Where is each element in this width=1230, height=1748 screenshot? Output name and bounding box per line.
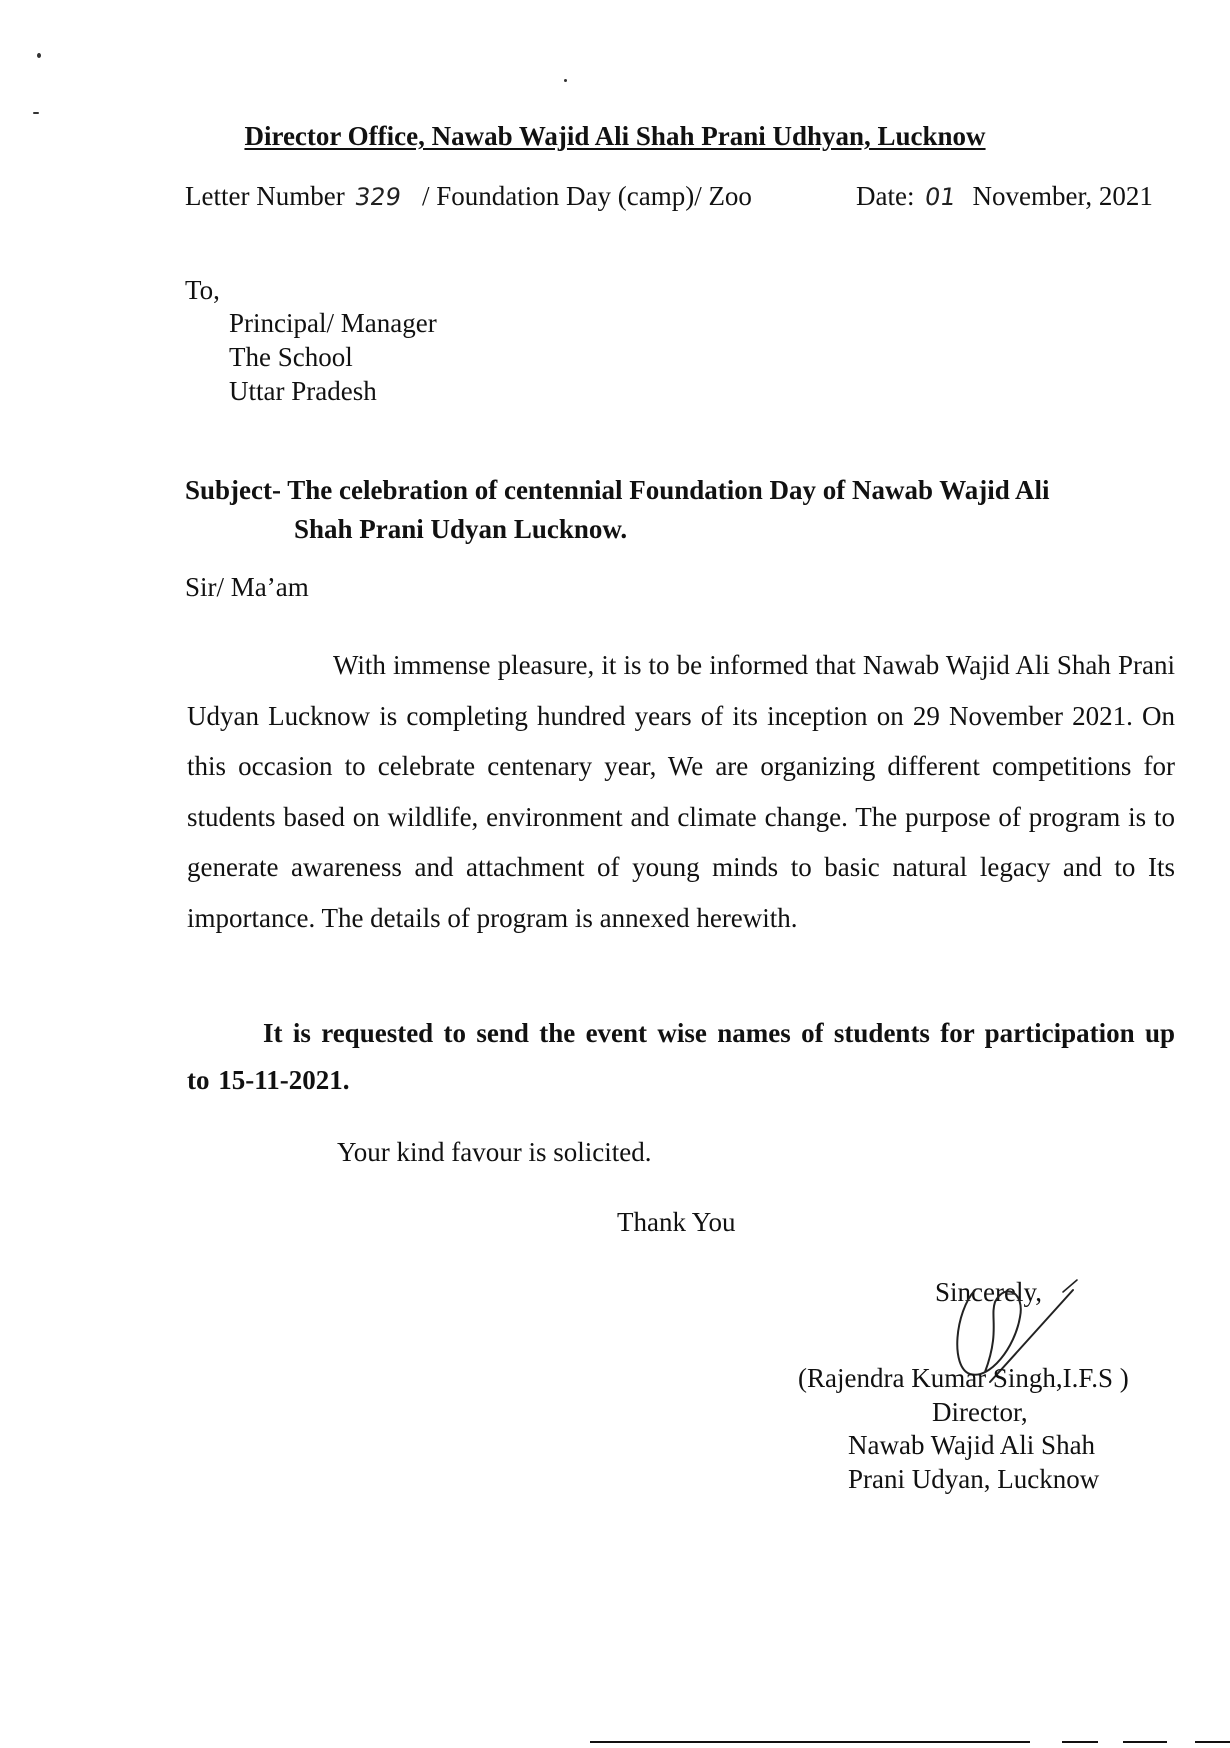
bottom-rule	[1123, 1741, 1167, 1743]
signatory-name: (Rajendra Kumar Singh,I.F.S )	[798, 1363, 1129, 1393]
letter-number-value: 329	[353, 183, 404, 211]
salutation: Sir/ Ma’am	[185, 572, 309, 602]
date-line	[856, 181, 1153, 212]
recipient-line: Principal/ Manager	[229, 308, 437, 338]
closing-sincerely: Sincerely,	[935, 1277, 1042, 1307]
signatory-org-line-2: Prani Udyan, Lucknow	[848, 1464, 1100, 1494]
scan-speck	[33, 112, 39, 114]
signatory-designation: Director,	[932, 1397, 1028, 1427]
subject-block	[185, 471, 1050, 549]
bottom-rule	[590, 1741, 1030, 1743]
recipient-line: Uttar Pradesh	[229, 376, 377, 406]
thanks-line: Thank You	[617, 1207, 736, 1237]
bottom-rule	[1062, 1741, 1098, 1743]
letter-heading	[0, 121, 1230, 152]
scan-speck	[564, 79, 567, 82]
subject-line-2: Shah Prani Udyan Lucknow.	[294, 514, 628, 544]
letter-number-label: Letter Number	[185, 181, 345, 211]
heading-text: Director Office, Nawab Wajid Ali Shah Prani Udhyan, Lucknow	[244, 121, 986, 151]
favour-line: Your kind favour is solicited.	[337, 1137, 652, 1167]
letter-number-suffix: / Foundation Day (camp)/ Zoo	[422, 181, 752, 211]
date-day: 01	[923, 183, 958, 211]
date-label: Date:	[856, 181, 915, 211]
bottom-rule	[1195, 1741, 1230, 1743]
scan-speck	[37, 53, 41, 58]
signatory-org-line-1: Nawab Wajid Ali Shah	[848, 1430, 1096, 1460]
date-rest: November, 2021	[972, 181, 1153, 211]
body-paragraph: With immense pleasure, it is to be informed that Nawab Wajid Ali Shah Prani Udyan Lucknow is completing hundred years of its inception on 29 November 2021. On this occasion to celebrate centenary year, We are organizing different competitions for students based on wildlife, environment and climate change. The purpose of program is to generate awareness and attachment of young minds to basic natural legacy and to Its importance. The details of program is annexed herewith.	[187, 650, 1175, 933]
letter-number-line	[185, 181, 752, 212]
request-paragraph: It is requested to send the event wise names of students for participation up to 15-11-2021.	[187, 1018, 1175, 1095]
recipient-to: To,	[185, 275, 220, 305]
subject-line-1: Subject- The celebration of centennial Foundation Day of Nawab Wajid Ali	[185, 475, 1050, 505]
recipient-line: The School	[229, 342, 353, 372]
